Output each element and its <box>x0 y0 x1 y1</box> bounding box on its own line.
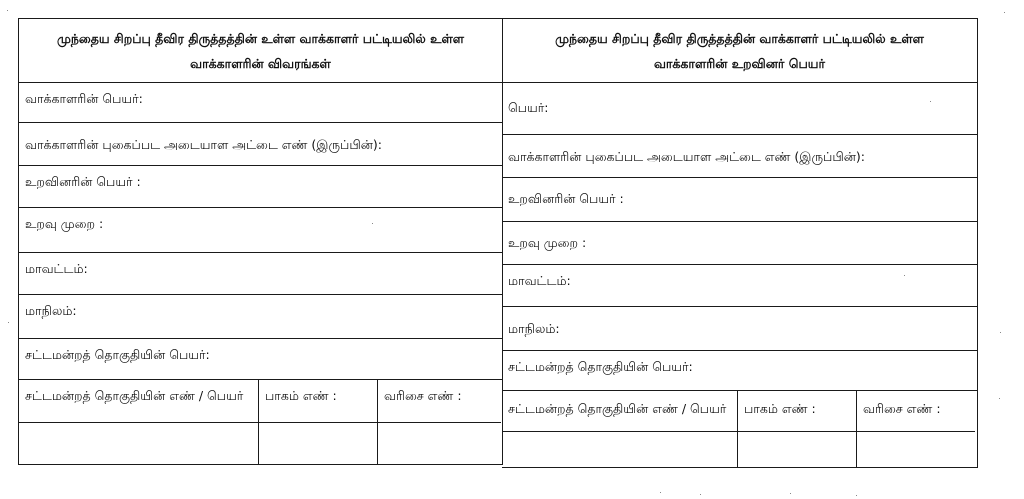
left-constituency-number-value[interactable] <box>19 422 258 465</box>
right-bottom-grid <box>502 391 977 467</box>
right-constituency-number-label: சட்டமன்றத் தொகுதியின் எண் / பெயர் <box>508 401 727 416</box>
left-voter-name-label: வாக்காளரின் பெயர்: <box>25 91 143 106</box>
left-constituency-name-label: சட்டமன்றத் தொகுதியின் பெயர்: <box>25 347 210 362</box>
left-bottom-grid <box>19 380 502 464</box>
right-serial-number-label: வரிசை எண் : <box>863 401 941 416</box>
left-heading-line-2: வாக்காளரின் விவரங்கள் <box>190 55 331 71</box>
right-relationship-label: உறவு முறை : <box>508 235 587 250</box>
right-state-label: மாநிலம்: <box>508 321 560 336</box>
right-serial-number-value[interactable] <box>857 431 975 468</box>
right-constituency-number-value[interactable] <box>502 431 737 468</box>
left-relative-name-label: உறவினரின் பெயர் : <box>25 174 141 189</box>
left-serial-number-value[interactable] <box>378 422 501 465</box>
left-part-number-label: பாகம் எண் : <box>265 388 337 403</box>
previous-sir-voter-details-section <box>18 18 503 465</box>
right-heading-line-2: வாக்காளரின் உறவினர் பெயர் <box>653 55 826 71</box>
right-section-heading <box>502 19 977 83</box>
left-row-voter-name[interactable] <box>19 83 502 123</box>
left-part-number-value[interactable] <box>259 422 377 465</box>
right-part-number-value[interactable] <box>738 431 856 468</box>
left-state-label: மாநிலம்: <box>25 303 77 318</box>
right-heading-line-1: முந்தைய சிறப்பு தீவிர திருத்தத்தின் வாக்காளர் பட்டியலில் உள்ள <box>555 30 924 46</box>
right-constituency-number-cell <box>502 391 738 467</box>
previous-sir-relative-details-section <box>502 18 978 468</box>
right-serial-number-cell <box>857 391 975 467</box>
right-epic-number-label: வாக்காளரின் புகைப்பட அடையாள அட்டை எண் (இருப்பின்): <box>508 149 865 164</box>
right-part-number-label: பாகம் எண் : <box>744 401 816 416</box>
left-row-district[interactable] <box>19 253 502 295</box>
left-epic-number-label: வாக்காளரின் புகைப்பட அடையாள அட்டை எண் (இருப்பின்): <box>25 137 382 152</box>
right-row-name[interactable] <box>502 83 977 135</box>
left-heading-line-1: முந்தைய சிறப்பு தீவிர திருத்தத்தின் உள்ள வாக்காளர் பட்டியலில் உள்ள <box>56 30 465 46</box>
left-section-heading <box>19 19 502 83</box>
left-row-constituency-name[interactable] <box>19 339 502 380</box>
right-constituency-name-label: சட்டமன்றத் தொகுதியின் பெயர்: <box>508 359 693 374</box>
right-part-number-cell <box>738 391 857 467</box>
left-row-epic-number[interactable] <box>19 123 502 166</box>
right-row-district[interactable] <box>502 265 977 307</box>
right-relative-name-label: உறவினரின் பெயர் : <box>508 191 624 206</box>
left-row-state[interactable] <box>19 295 502 339</box>
voter-details-form <box>18 18 978 465</box>
left-district-label: மாவட்டம்: <box>25 261 88 276</box>
left-serial-number-label: வரிசை எண் : <box>384 388 462 403</box>
right-row-epic-number[interactable] <box>502 135 977 178</box>
left-serial-number-cell <box>378 380 501 464</box>
right-name-label: பெயர்: <box>508 100 549 115</box>
left-row-relative-name[interactable] <box>19 166 502 208</box>
left-relationship-label: உறவு முறை : <box>25 216 104 231</box>
left-constituency-number-cell <box>19 380 259 464</box>
right-district-label: மாவட்டம்: <box>508 273 571 288</box>
right-row-state[interactable] <box>502 307 977 351</box>
right-row-relative-name[interactable] <box>502 178 977 222</box>
left-constituency-number-label: சட்டமன்றத் தொகுதியின் எண் / பெயர் <box>25 388 244 403</box>
left-part-number-cell <box>259 380 378 464</box>
left-row-relationship[interactable] <box>19 208 502 253</box>
right-row-relationship[interactable] <box>502 222 977 265</box>
right-row-constituency-name[interactable] <box>502 351 977 391</box>
